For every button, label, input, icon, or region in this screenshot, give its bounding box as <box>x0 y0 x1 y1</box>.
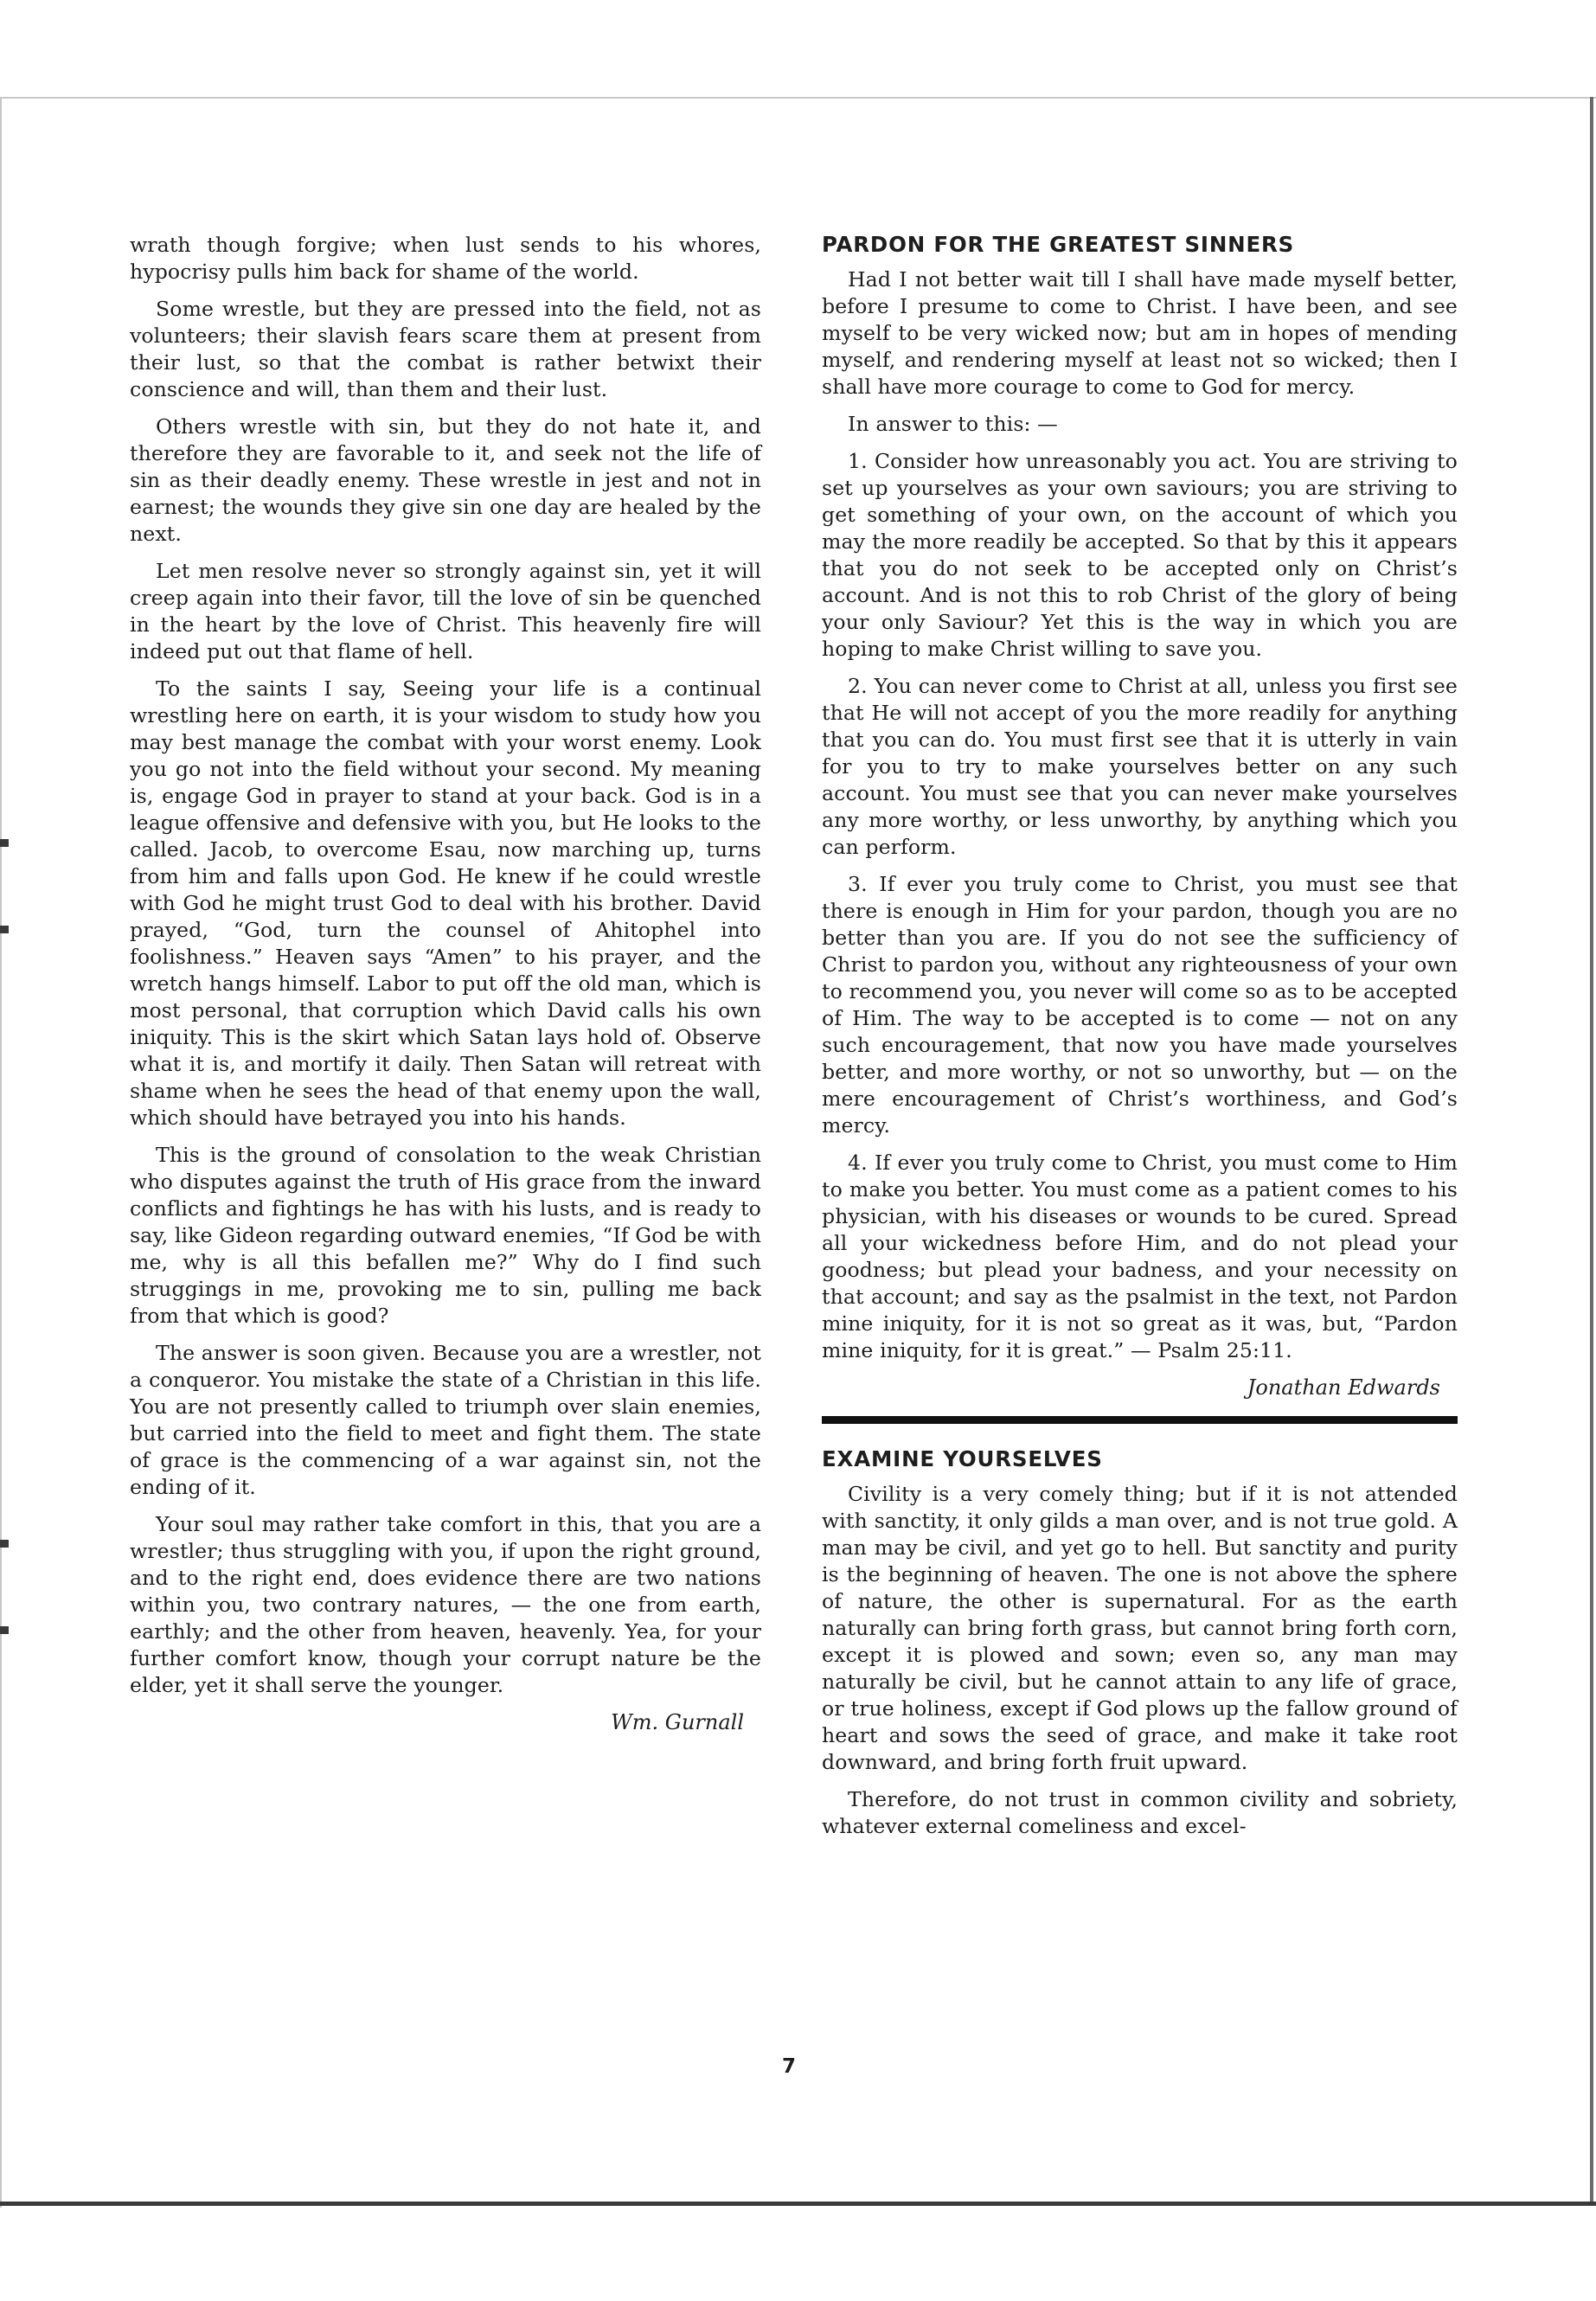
paragraph: 2. You can never come to Christ at all, unless you first see that He will not accept of you the more readily for anything that you can do. You must first see that it is utterly in vain for you to try to make yourselves better on any such account. You must see that you can never make yourselves any more worthy, or less unworthy, by anything which you can perform. <box>822 674 1458 859</box>
page-number: 7 <box>781 2055 796 2078</box>
author-signature: Jonathan Edwards <box>1247 1375 1440 1400</box>
binding-mark <box>0 1626 9 1634</box>
page-border-bottom <box>0 2202 1596 2206</box>
page-border-left <box>0 97 2 2208</box>
paragraph: Others wrestle with sin, but they do not hate it, and therefore they are favorable to it, and seek not the life of sin as their deadly enemy. These wrestle in jest and not in earnest; the wounds they give sin one day are healed by the next. <box>130 414 761 546</box>
paragraph: wrath though forgive; when lust sends to his whores, hypocrisy pulls him back for shame of the world. <box>130 233 761 284</box>
right-column <box>822 232 1458 1850</box>
section-heading: PARDON FOR THE GREATEST SINNERS <box>822 232 1295 257</box>
section-heading: EXAMINE YOURSELVES <box>822 1446 1103 1471</box>
paragraph: This is the ground of consolation to the weak Christian who disputes against the truth of His grace from the inward conflicts and fightings he has with his lusts, and is ready to say, like Gideon regarding outward enemies, “If God be with me, why is all this befallen me?” Why do I find such struggings in me, provoking me to sin, pulling me back from that which is good? <box>130 1143 762 1328</box>
binding-mark <box>0 926 9 933</box>
paragraph: Had I not better wait till I shall have made myself better, before I presume to come to Christ. I have been, and see myself to be very wicked now; but am in hopes of mending myself, and rendering myself at least not so wicked; then I shall have more courage to come to God for mercy. <box>822 267 1458 399</box>
paragraph: Civility is a very comely thing; but if it is not attended with sanctity, it only gilds a man over, and is not true gold. A man may be civil, and yet go to hell. But sanctity and purity is the beginning of heaven. The one is not above the sphere of nature, the other is supernatural. For as the earth naturally can bring forth grass, but cannot bring forth corn, except it is plowed and sown; even so, any man may naturally be civil, but he cannot attain to any life of grace, or true holiness, except if God plows up the fallow ground of heart and sows the seed of grace, and make it take root downward, and bring forth fruit upward. <box>822 1482 1458 1774</box>
paragraph: Therefore, do not trust in common civility and sobriety, whatever external comeliness and excel- <box>822 1787 1458 1838</box>
paragraph: Some wrestle, but they are pressed into the field, not as volunteers; their slavish fears scare them at present from their lust, so that the combat is rather betwixt their conscience and will, than them and their lust. <box>130 297 761 401</box>
left-column <box>130 232 761 1735</box>
author-signature: Wm. Gurnall <box>611 1710 744 1734</box>
paragraph: In answer to this: — <box>848 412 1058 436</box>
paragraph: Let men resolve never so strongly against sin, yet it will creep again into their favor, till the love of sin be quenched in the heart by the love of Christ. This heavenly fire will indeed put out that flame of hell. <box>130 559 761 663</box>
section-divider <box>822 1416 1458 1424</box>
paragraph: The answer is soon given. Because you are a wrestler, not a conqueror. You mistake the state of a Christian in this life. You are not presently called to triumph over slain enemies, but carried into the field to meet and fight them. The state of grace is the commencing of a war against sin, not the ending of it. <box>130 1341 761 1499</box>
paragraph: 4. If ever you truly come to Christ, you must come to Him to make you better. You must come as a patient comes to his physician, with his diseases or wounds to be cured. Spread all your wickedness before Him, and do not plead your goodness; but plead your badness, and your necessity on that account; and say as the psalmist in the text, not Pardon mine iniquity, for it is not so great as it was, but, “Pardon mine iniquity, for it is great.” — Psalm 25:11. <box>822 1150 1458 1362</box>
paragraph: Your soul may rather take comfort in this, that you are a wrestler; thus struggling with you, if upon the right ground, and to the right end, does evidence there are two nations within you, two contrary natures, — the one from earth, earthly; and the other from heaven, heavenly. Yea, for your further comfort know, though your corrupt nature be the elder, yet it shall serve the younger. <box>130 1512 761 1697</box>
binding-mark <box>0 839 9 847</box>
paragraph: 1. Consider how unreasonably you act. You are striving to set up yourselves as your own saviours; you are striving to get something of your own, on the account of which you may the more readily be accepted. So that by this it appears that you do not seek to be accepted only on Christ’s account. And is not this to rob Christ of the glory of being your only Saviour? Yet this is the way in which you are hoping to make Christ willing to save you. <box>822 449 1458 661</box>
binding-mark <box>0 1540 9 1548</box>
paragraph: 3. If ever you truly come to Christ, you must see that there is enough in Him for your pardon, though you are no better than you are. If you do not see the sufficiency of Christ to pardon you, without any righteousness of your own to recommend you, you never will come so as to be accepted of Him. The way to be accepted is to come — not on any such encouragement, that now you have made yourselves better, and more worthy, or not so unworthy, but — on the mere encouragement of Christ’s worthiness, and God’s mercy. <box>822 872 1458 1138</box>
page-border-right <box>1590 97 1593 2206</box>
paragraph: To the saints I say, Seeing your life is a continual wrestling here on earth, it is your wisdom to study how you may best manage the combat with your worst enemy. Look you go not into the field without your second. My meaning is, engage God in prayer to stand at your back. God is in a league offensive and defensive with you, but He looks to the called. Jacob, to overcome Esau, now marching up, turns from him and falls upon God. He knew if he could wrestle with God he might trust God to deal with his brother. David prayed, “God, turn the counsel of Ahitophel into foolishness.” Heaven says “Amen” to his prayer, and the wretch hangs himself. Labor to put off the old man, which is most personal, that corruption which David calls his own iniquity. This is the skirt which Satan lays hold of. Observe what it is, and mortify it daily. Then Satan will retreat with shame when he sees the head of that enemy upon the wall, which should have betrayed you into his hands. <box>130 676 761 1130</box>
page-border-top <box>0 97 1596 99</box>
